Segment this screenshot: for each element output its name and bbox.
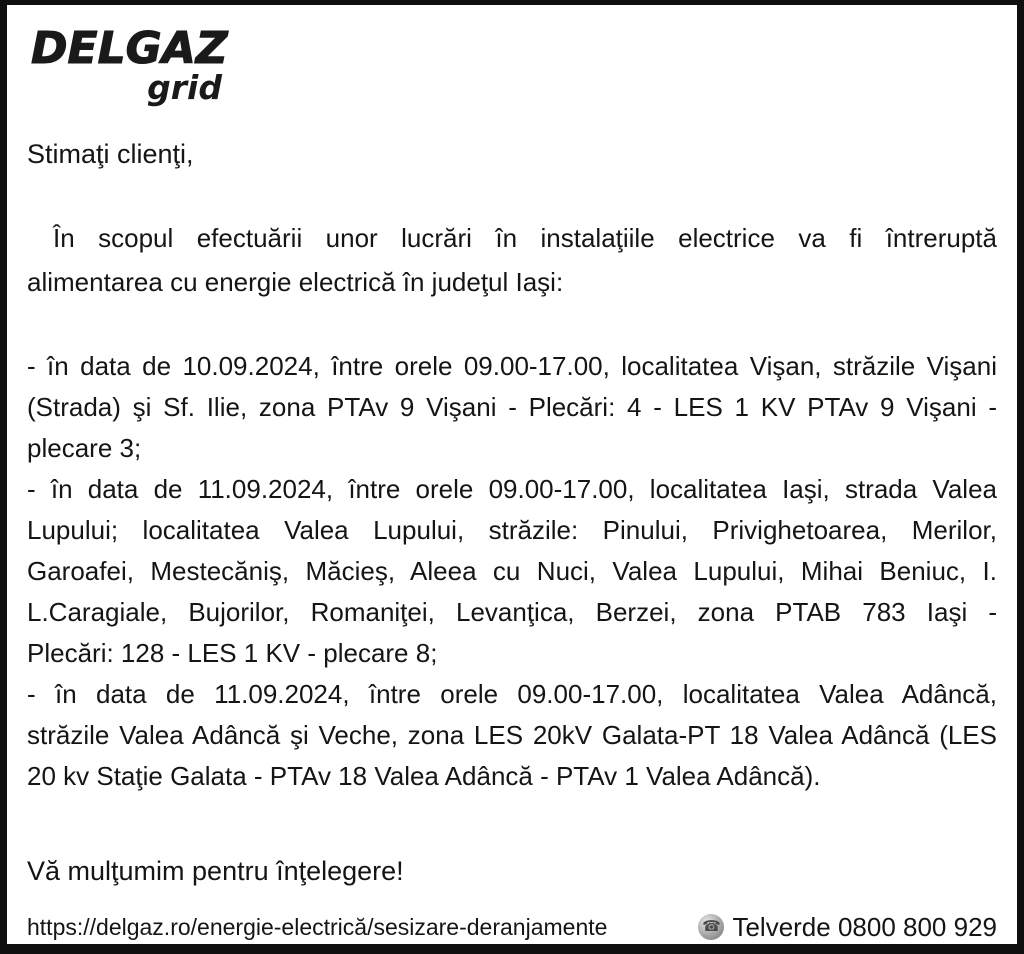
text-line: - în data de 11.09.2024, între orele 09.00-17.00, localitatea Iaşi, strada Valea [27, 474, 997, 504]
text-line: - în data de 11.09.2024, între orele 09.00-17.00, localitatea Valea Adâncă, [27, 679, 997, 709]
footer-bar [27, 911, 997, 943]
text-line: Plecări: 128 - LES 1 KV - plecare 8; [27, 638, 438, 668]
text-line: plecare 3; [27, 433, 142, 463]
closing-text: Vă mulţumim pentru înţelegere! [27, 856, 404, 886]
site-url-link[interactable]: https://delgaz.ro/energie-electrică/sesizare-deranjamente [27, 914, 608, 940]
intro-paragraph [27, 216, 997, 304]
text-line: 20 kv Staţie Galata - PTAv 18 Valea Adâncă - PTAv 1 Valea Adâncă). [27, 761, 821, 791]
text-line: - în data de 10.09.2024, între orele 09.00-17.00, localitatea Vişan, străzile Vişani [27, 351, 997, 381]
text-line: L.Caragiale, Bujorilor, Romaniţei, Levanţica, Berzei, zona PTAB 783 Iaşi - [27, 597, 997, 627]
text-line: străzile Valea Adâncă şi Veche, zona LES 20kV Galata-PT 18 Valea Adâncă (LES [27, 720, 997, 750]
telverde-phone-number: Telverde 0800 800 929 [732, 911, 997, 942]
outage-list [27, 346, 997, 797]
text-line: Lupului; localitatea Valea Lupului, străzile: Pinului, Privighetoarea, Merilor, [27, 515, 997, 545]
grid-logo-label: grid [147, 68, 222, 107]
delgaz-logo-wordmark: DELGAZ [31, 23, 228, 74]
text-line: Garoafei, Mestecăniş, Măcieş, Aleea cu Nuci, Valea Lupului, Mihai Beniuc, I. [27, 556, 997, 586]
outage-item [27, 346, 997, 469]
text-line: alimentarea cu energie electrică în judeţul Iaşi: [27, 267, 564, 297]
outage-item [27, 674, 997, 797]
text-line: În scopul efectuării unor lucrări în instalaţiile electrice va fi întreruptă [53, 223, 997, 253]
outage-item [27, 469, 997, 674]
text-line: (Strada) şi Sf. Ilie, zona PTAv 9 Vişani - Plecări: 4 - LES 1 KV PTAv 9 Vişani - [27, 392, 997, 422]
greeting-text: Stimaţi clienţi, [27, 139, 194, 169]
delgaz-grid-logo [31, 23, 236, 107]
telverde-contact [698, 912, 997, 943]
telephone-icon [698, 914, 724, 940]
